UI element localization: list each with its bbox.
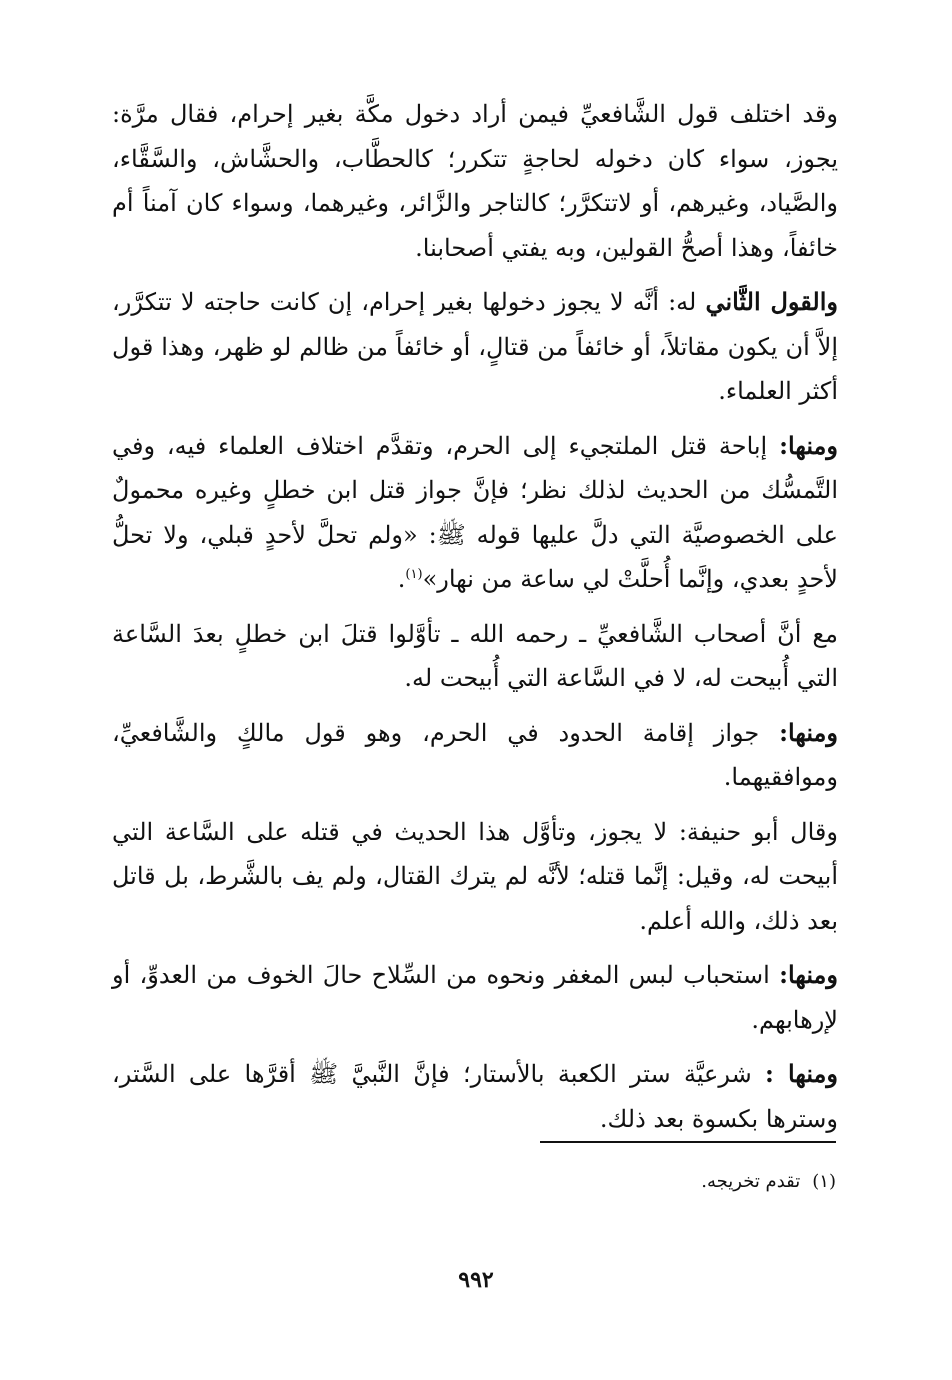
paragraph-text: مع أنَّ أصحاب الشَّافعيِّ ـ رحمه الله ـ تأوَّلوا قتلَ ابن خطلٍ بعدَ السَّاعة التي أُبيحت له، لا في السَّاعة التي أُبيحت له. (112, 619, 838, 692)
paragraph-lead: والقول الثَّاني (705, 287, 839, 316)
paragraph-6 (112, 810, 838, 944)
paragraph-lead: ومنها: (779, 717, 838, 747)
footnote (560, 1168, 836, 1196)
paragraph-text: وقد اختلف قول الشَّافعيِّ فيمن أراد دخول مكَّة بغير إحرام، فقال مرَّة: يجوز، سواء كان دخوله لحاجةٍ تتكرر؛ كالحطَّاب، والحشَّاش، والسَّقَّاء، والصَّياد، وغيرهم، أو لاتتكرَّر؛ كالتاجر والزَّائر، وغيرهما، وسواء كان آمناً أم خائفاً، وهذا أصحُّ القولين، وبه يفتي أصحابنا. (112, 100, 838, 262)
paragraph-text: استحباب لبس المغفر ونحوه من السِّلاح حالَ الخوف من العدوِّ، أو لإرهابهم. (112, 961, 838, 1034)
paragraph-tail: . (397, 565, 406, 593)
footnote-marker: (١) (405, 567, 423, 582)
paragraph-3 (112, 424, 838, 602)
footnote-number: (١) (812, 1171, 836, 1192)
paragraph-text: جواز إقامة الحدود في الحرم، وهو قول مالكٍ والشَّافعيِّ، وموافقيهما. (112, 718, 838, 791)
page-number: ٩٩٢ (458, 1267, 494, 1293)
paragraph-8 (112, 1052, 838, 1141)
paragraph-text: شرعيَّة ستر الكعبة بالأستار؛ فإنَّ النَّبيَّ ﷺ أقرَّها على السَّتر، وسترها بكسوة بعد ذلك. (112, 1060, 838, 1133)
paragraph-text: له: أنَّه لا يجوز دخولها بغير إحرام، إن كانت حاجته لا تتكرَّر، إلاَّ أن يكون مقاتلاً، أو خائفاً من قتالٍ، أو خائفاً من ظالم لو ظهر، وهذا قول أكثر العلماء. (112, 288, 838, 405)
paragraph-2 (112, 280, 838, 414)
paragraph-lead: ومنها: (779, 430, 838, 460)
footnote-separator (540, 1141, 836, 1143)
footnote-text: تقدم تخريجه. (701, 1171, 801, 1192)
paragraph-text: إباحة قتل الملتجيء إلى الحرم، وتقدَّم اختلاف العلماء فيه، وفي التَّمسُّك من الحديث لذلك نظر؛ فإنَّ جواز قتل ابن خطلٍ وغيره محمولٌ على الخصوصيَّة التي دلَّ عليها قوله ﷺ: «ولم تحلَّ لأحدٍ قبلي، ولا تحلُّ لأحدٍ بعدي، وإنَّما أُحلَّتْ لي ساعة من نهار» (112, 431, 838, 593)
main-text (112, 92, 838, 1151)
paragraph-4 (112, 612, 838, 701)
paragraph-5 (112, 711, 838, 800)
paragraph-1 (112, 92, 838, 270)
paragraph-lead: ومنها : (765, 1059, 839, 1088)
paragraph-7 (112, 953, 838, 1042)
paragraph-text: وقال أبو حنيفة: لا يجوز، وتأوَّل هذا الحديث في قتله على السَّاعة التي أبيحت له، وقيل: إنَّما قتله؛ لأنَّه لم يترك القتال، ولم يف بالشَّرط، بل قاتل بعد ذلك، والله أعلم. (112, 817, 839, 935)
paragraph-lead: ومنها: (779, 960, 838, 989)
